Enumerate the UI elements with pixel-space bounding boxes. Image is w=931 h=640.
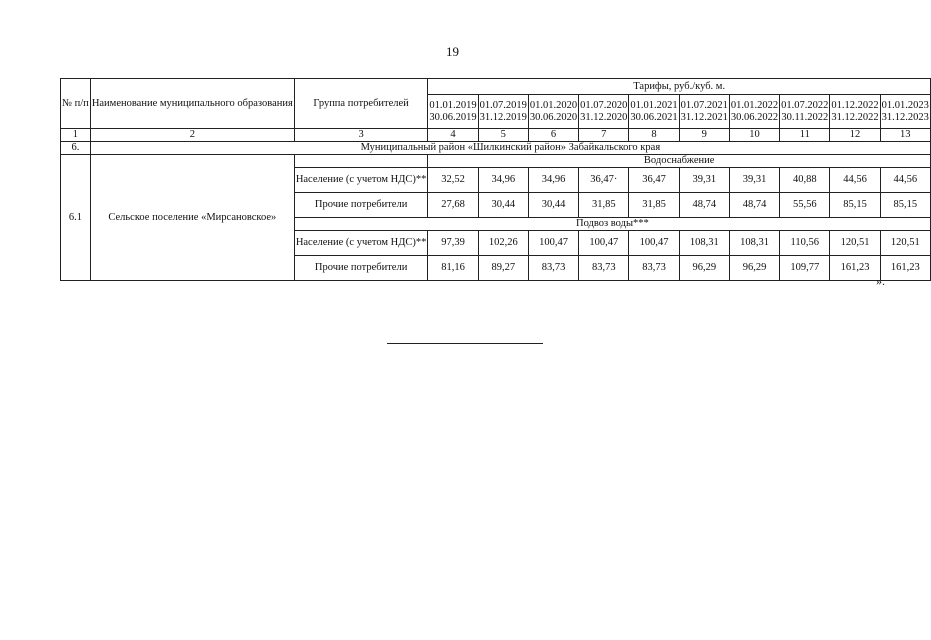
column-number: 8 (629, 129, 679, 142)
entity-no: 6.1 (61, 155, 91, 281)
tariff-cell: 39,31 (729, 168, 779, 193)
tariff-cell: 89,27 (478, 256, 528, 281)
tariff-cell: 83,73 (629, 256, 679, 281)
header-period: 01.01.2023 31.12.2023 (880, 95, 930, 129)
tariff-cell: 34,96 (528, 168, 578, 193)
closing-quote-mark: ». (876, 274, 885, 288)
header-no: № п/п (61, 79, 91, 129)
tariff-cell: 85,15 (880, 193, 930, 218)
tariff-cell: 39,31 (679, 168, 729, 193)
tariff-cell: 96,29 (679, 256, 729, 281)
header-period: 01.07.2019 31.12.2019 (478, 95, 528, 129)
column-number: 6 (528, 129, 578, 142)
header-period: 01.01.2022 30.06.2022 (729, 95, 779, 129)
tariff-cell: 36,47 (629, 168, 679, 193)
column-number: 4 (428, 129, 478, 142)
column-number: 10 (729, 129, 779, 142)
column-number: 12 (830, 129, 880, 142)
tariff-cell: 55,56 (780, 193, 830, 218)
tariff-cell: 30,44 (528, 193, 578, 218)
tariff-cell: 48,74 (679, 193, 729, 218)
section-row (61, 155, 931, 168)
column-number-row (61, 129, 931, 142)
tariff-cell: 83,73 (579, 256, 629, 281)
tariff-cell: 32,52 (428, 168, 478, 193)
tariff-cell: 83,73 (528, 256, 578, 281)
tariff-cell: 27,68 (428, 193, 478, 218)
tariff-cell: 96,29 (729, 256, 779, 281)
tariff-cell: 30,44 (478, 193, 528, 218)
district-no: 6. (61, 142, 91, 155)
column-number: 11 (780, 129, 830, 142)
tariff-cell: 109,77 (780, 256, 830, 281)
tariff-cell: 36,47· (579, 168, 629, 193)
header-consumer-group: Группа потребителей (294, 79, 428, 129)
tariff-cell: 108,31 (679, 231, 729, 256)
tariff-cell: 120,51 (880, 231, 930, 256)
tariff-cell: 44,56 (880, 168, 930, 193)
district-title: Муниципальный район «Шилкинский район» Забайкальского края (90, 142, 930, 155)
column-number: 7 (579, 129, 629, 142)
header-period: 01.01.2019 30.06.2019 (428, 95, 478, 129)
entity-name: Сельское поселение «Мирсановское» (90, 155, 294, 281)
consumer-group-cell: Население (с учетом НДС)** (294, 168, 428, 193)
header-period: 01.07.2021 31.12.2021 (679, 95, 729, 129)
header-period: 01.01.2020 30.06.2020 (528, 95, 578, 129)
column-number: 3 (294, 129, 428, 142)
tariff-cell: 97,39 (428, 231, 478, 256)
tariff-cell: 161,23 (830, 256, 880, 281)
tariff-cell: 108,31 (729, 231, 779, 256)
tariff-cell: 85,15 (830, 193, 880, 218)
blank-cell (294, 155, 428, 168)
header-tariffs: Тарифы, руб./куб. м. (428, 79, 931, 95)
tariff-cell: 102,26 (478, 231, 528, 256)
tariff-cell: 31,85 (579, 193, 629, 218)
section-title: Водоснабжение (428, 155, 931, 168)
section-title: Подвоз воды*** (294, 218, 930, 231)
column-number: 2 (90, 129, 294, 142)
tariff-cell: 161,23 (880, 256, 930, 281)
tariff-cell: 40,88 (780, 168, 830, 193)
header-period: 01.01.2021 30.06.2021 (629, 95, 679, 129)
tariff-cell: 100,47 (629, 231, 679, 256)
consumer-group-cell: Прочие потребители (294, 256, 428, 281)
header-period: 01.07.2022 30.11.2022 (780, 95, 830, 129)
consumer-group-cell: Прочие потребители (294, 193, 428, 218)
tariff-cell: 120,51 (830, 231, 880, 256)
tariff-cell: 34,96 (478, 168, 528, 193)
consumer-group-cell: Население (с учетом НДС)** (294, 231, 428, 256)
district-row (61, 142, 931, 155)
header-period: 01.07.2020 31.12.2020 (579, 95, 629, 129)
column-number: 13 (880, 129, 930, 142)
tariff-cell: 44,56 (830, 168, 880, 193)
header-period: 01.12.2022 31.12.2022 (830, 95, 880, 129)
tariff-cell: 110,56 (780, 231, 830, 256)
column-number: 5 (478, 129, 528, 142)
tariff-cell: 48,74 (729, 193, 779, 218)
tariff-cell: 81,16 (428, 256, 478, 281)
tariff-cell: 100,47 (528, 231, 578, 256)
header-municipality: Наименование муниципального образования (90, 79, 294, 129)
page-number: 19 (446, 44, 459, 59)
tariff-cell: 100,47 (579, 231, 629, 256)
column-number: 1 (61, 129, 91, 142)
tariff-cell: 31,85 (629, 193, 679, 218)
tariff-table (60, 78, 931, 281)
footer-divider-line (387, 343, 543, 344)
column-number: 9 (679, 129, 729, 142)
